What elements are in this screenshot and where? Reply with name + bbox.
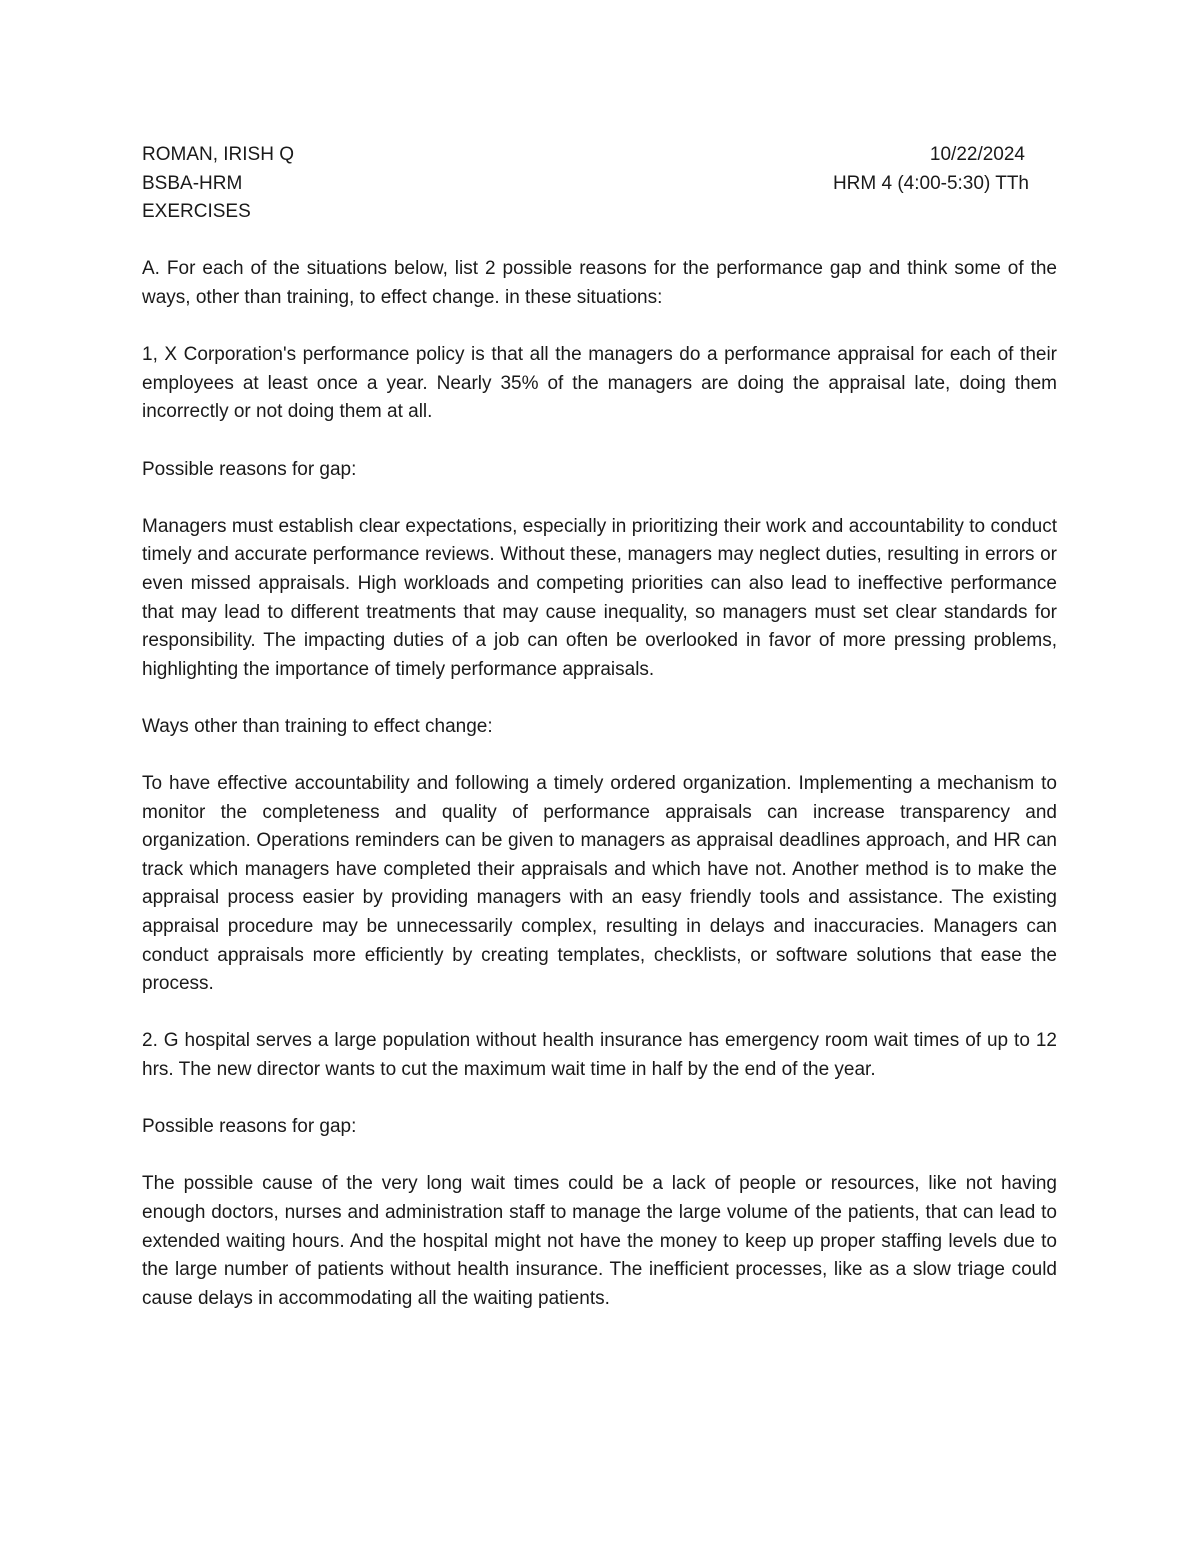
situation-2-reasons-text: The possible cause of the very long wait times could be a lack of people or resources, like not having enough doctors, nurses and administration staff to manage the large volume of the patients, that can lead to extended waiting hours. And the hospital might not have the money to keep up proper staffing levels due to the large number of patients without health insurance. The inefficient processes, like as a slow triage could cause delays in accommodating all the waiting patients. (142, 1173, 1057, 1309)
student-name: ROMAN, IRISH Q (142, 144, 295, 165)
course-schedule: HRM 4 (4:00-5:30) TTh (832, 172, 1029, 194)
header-row-1 (142, 141, 1057, 170)
program-name: BSBA-HRM (142, 172, 243, 194)
document-title: EXERCISES (142, 201, 251, 223)
situation-1-reasons-text: Managers must establish clear expectations, especially in prioritizing their work and accountability to conduct timely and accurate performance reviews. Without these, managers may neglect duties, resulting in errors or even missed appraisals. High workloads and competing priorities can also lead to ineffective performance that may lead to different treatments that may cause inequality, so managers must set clear standards for responsibility. The impacting duties of a job can often be overlooked in favor of more pressing problems, highlighting the importance of timely performance appraisals. (142, 515, 1057, 680)
document-body (142, 141, 1057, 1342)
instructions-paragraph: A. For each of the situations below, list 2 possible reasons for the performance gap and think some of the ways, other than training, to effect change. in these situations: (142, 258, 1057, 308)
situation-1-ways-heading: Ways other than training to effect change: (142, 715, 493, 737)
situation-2-prompt: 2. G hospital serves a large population without health insurance has emergency room wait times of up to 12 hrs. The new director wants to cut the maximum wait time in half by the end of the year. (142, 1030, 1057, 1080)
submission-date: 10/22/2024 (929, 144, 1025, 165)
spacer (142, 227, 1057, 256)
situation-1-ways-text: To have effective accountability and following a timely ordered organization. Implementing a mechanism to monitor the completeness and quality of performance appraisals can increase transparency and organization. Operations reminders can be given to managers as appraisal deadlines approach, and HR can track which managers have completed their appraisals and which have not. Another method is to make the appraisal process easier by providing managers with an easy friendly tools and assistance. The existing appraisal procedure may be unnecessarily complex, resulting in delays and inaccuracies. Managers can conduct appraisals more efficiently by creating templates, checklists, or software solutions that ease the process. (142, 773, 1057, 995)
header-row-2 (142, 170, 1057, 199)
situation-1-reasons-heading: Possible reasons for gap: (142, 458, 357, 480)
situation-2-reasons-heading: Possible reasons for gap: (142, 1116, 357, 1138)
situation-1-prompt: 1, X Corporation's performance policy is that all the managers do a performance appraisal for each of their employees at least once a year. Nearly 35% of the managers are doing the appraisal late, doing them incorrectly or not doing them at all. (142, 344, 1057, 423)
